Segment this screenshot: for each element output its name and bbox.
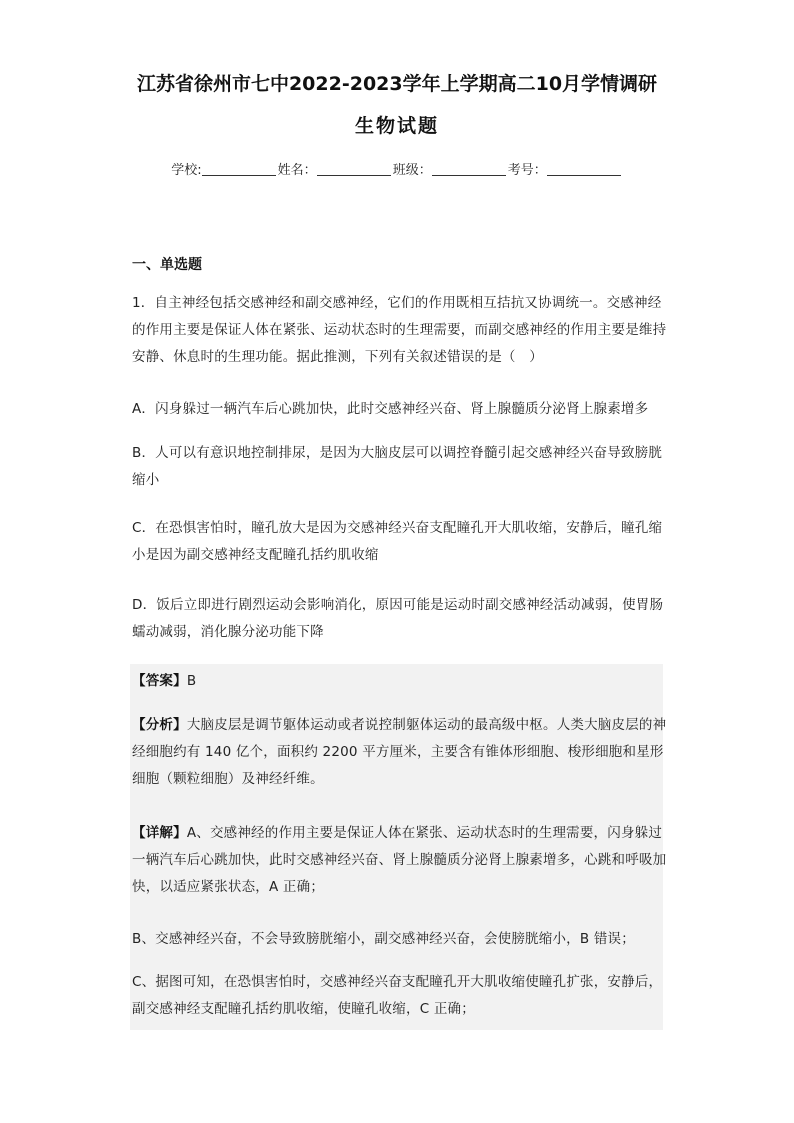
name-blank (317, 163, 391, 176)
answer-line (132, 668, 667, 695)
option-d: D．饭后立即进行剧烈运动会影响消化，原因可能是运动时副交感神经活动减弱，使胃肠蠕动减弱，消化腺分泌功能下降 (132, 597, 664, 640)
detail-tag: 【详解】 (132, 825, 187, 841)
section-heading: 一、单选题 (132, 257, 202, 273)
analysis-paragraph (132, 712, 667, 793)
page-title: 江苏省徐州市七中2022-2023学年上学期高二10月学情调研 (136, 73, 658, 95)
school-label: 学校: (171, 163, 202, 178)
page-subtitle: 生物试题 (354, 115, 439, 137)
analysis-text: 大脑皮层是调节躯体运动或者说控制躯体运动的最高级中枢。人类大脑皮层的神经细胞约有 140 亿个，面积约 2200 平方厘米，主要含有锥体形细胞、梭形细胞和星形细胞（颗粒细胞）及神经纤维。 (132, 717, 667, 787)
detail-paragraph-c: C、据图可知，在恐惧害怕时，交感神经兴奋支配瞳孔开大肌收缩使瞳孔扩张，安静后，副交感神经支配瞳孔括约肌收缩，使瞳孔收缩，C 正确； (132, 974, 663, 1017)
answer-value: B (186, 673, 197, 689)
class-blank (432, 163, 506, 176)
analysis-tag: 【分析】 (132, 717, 187, 733)
student-info-line (0, 159, 794, 178)
detail-paragraph-b: B、交感神经兴奋，不会导致膀胱缩小，副交感神经兴奋，会使膀胱缩小，B 错误； (132, 931, 635, 947)
question-stem: 1．自主神经包括交感神经和副交感神经，它们的作用既相互拮抗又协调统一。交感神经的作用主要是保证人体在紧张、运动状态时的生理需要，而副交感神经的作用主要是维持安静、休息时的生理功能。据此推测，下列有关叙述错误的是（ ） (132, 295, 667, 365)
name-label: 姓名： (277, 163, 317, 178)
school-blank (202, 163, 276, 176)
exam-no-label: 考号： (507, 163, 547, 178)
detail-a-text: A、交感神经的作用主要是保证人体在紧张、运动状态时的生理需要，闪身躲过一辆汽车后心跳加快，此时交感神经兴奋、肾上腺髓质分泌肾上腺素增多，心跳和呼吸加快，以适应紧张状态，A 正确； (132, 825, 667, 895)
option-b: B．人可以有意识地控制排尿，是因为大脑皮层可以调控脊髓引起交感神经兴奋导致膀胱缩小 (132, 445, 663, 488)
option-c: C．在恐惧害怕时，瞳孔放大是因为交感神经兴奋支配瞳孔开大肌收缩，安静后，瞳孔缩小是因为副交感神经支配瞳孔括约肌收缩 (132, 520, 663, 563)
detail-paragraph-a (132, 820, 667, 901)
option-a: A．闪身躲过一辆汽车后心跳加快，此时交感神经兴奋、肾上腺髓质分泌肾上腺素增多 (132, 401, 649, 417)
exam-no-blank (547, 163, 621, 176)
class-label: 班级： (392, 163, 432, 178)
answer-tag: 【答案】 (132, 673, 187, 689)
